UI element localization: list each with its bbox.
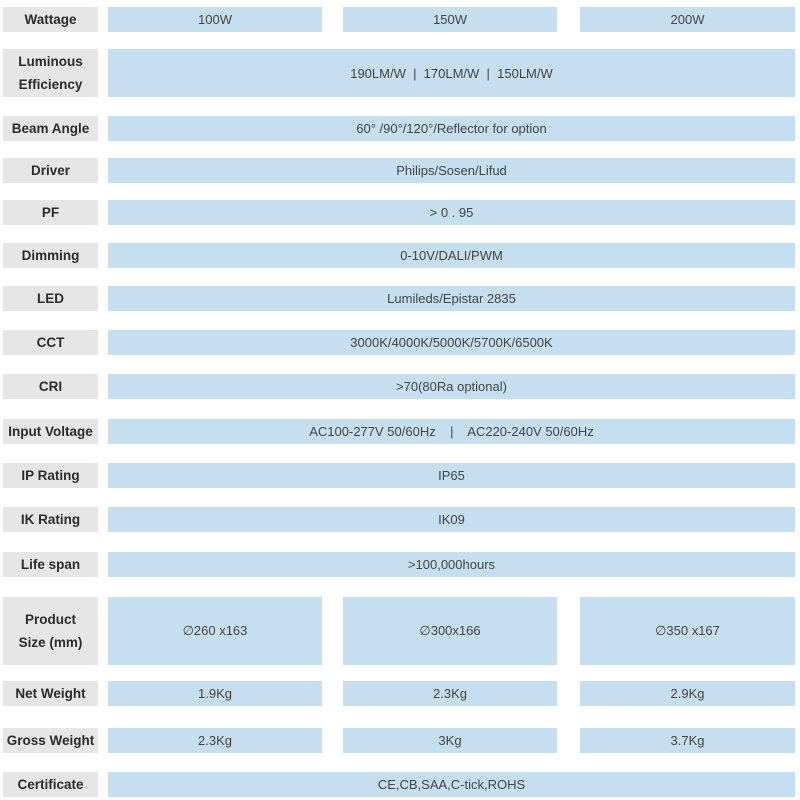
- product-size-value-3: ∅350 x167: [580, 597, 795, 665]
- row-led: [0, 286, 800, 311]
- gross-weight-value-2: 3Kg: [343, 728, 557, 753]
- label-life-span: Life span: [3, 552, 98, 577]
- row-cct: [0, 330, 800, 355]
- product-size-value-1: ∅260 x163: [108, 597, 322, 665]
- driver-value: Philips/Sosen/Lifud: [108, 158, 795, 183]
- dimming-value: 0-10V/DALI/PWM: [108, 243, 795, 268]
- label-cct: CCT: [3, 330, 98, 355]
- label-driver: Driver: [3, 158, 98, 183]
- row-life-span: [0, 552, 800, 577]
- row-input-voltage: [0, 419, 800, 444]
- row-beam-angle: [0, 116, 800, 141]
- row-net-weight: [0, 681, 800, 706]
- net-weight-value-1: 1.9Kg: [108, 681, 322, 706]
- row-pf: [0, 200, 800, 225]
- row-cri: [0, 374, 800, 399]
- label-input-voltage: Input Voltage: [3, 419, 98, 444]
- wattage-value-2: 150W: [343, 7, 557, 32]
- label-net-weight: Net Weight: [3, 681, 98, 706]
- label-certificate: Certificate: [3, 772, 98, 797]
- label-gross-weight: Gross Weight: [3, 728, 98, 753]
- led-value: Lumileds/Epistar 2835: [108, 286, 795, 311]
- wattage-value-3: 200W: [580, 7, 795, 32]
- label-pf: PF: [3, 200, 98, 225]
- row-product-size: [0, 597, 800, 665]
- label-ip-rating: IP Rating: [3, 463, 98, 488]
- beam-angle-value: 60° /90°/120°/Reflector for option: [108, 116, 795, 141]
- label-wattage: Wattage: [3, 7, 98, 32]
- label-cri: CRI: [3, 374, 98, 399]
- input-voltage-value: AC100-277V 50/60Hz | AC220-240V 50/60Hz: [108, 419, 795, 444]
- cri-value: >70(80Ra optional): [108, 374, 795, 399]
- gross-weight-value-3: 3.7Kg: [580, 728, 795, 753]
- cct-value: 3000K/4000K/5000K/5700K/6500K: [108, 330, 795, 355]
- row-ik-rating: [0, 507, 800, 532]
- luminous-efficiency-value: 190LM/W | 170LM/W | 150LM/W: [108, 49, 795, 97]
- life-span-value: >100,000hours: [108, 552, 795, 577]
- row-wattage: [0, 7, 800, 32]
- label-beam-angle: Beam Angle: [3, 116, 98, 141]
- net-weight-value-3: 2.9Kg: [580, 681, 795, 706]
- row-dimming: [0, 243, 800, 268]
- row-certificate: [0, 772, 800, 797]
- gross-weight-value-1: 2.3Kg: [108, 728, 322, 753]
- label-product-size: Product Size (mm): [3, 597, 98, 665]
- label-ik-rating: IK Rating: [3, 507, 98, 532]
- label-led: LED: [3, 286, 98, 311]
- ik-rating-value: IK09: [108, 507, 795, 532]
- row-ip-rating: [0, 463, 800, 488]
- certificate-value: CE,CB,SAA,C-tick,ROHS: [108, 772, 795, 797]
- product-size-value-2: ∅300x166: [343, 597, 557, 665]
- row-luminous-efficiency: [0, 49, 800, 97]
- net-weight-value-2: 2.3Kg: [343, 681, 557, 706]
- row-gross-weight: [0, 728, 800, 753]
- pf-value: > 0 . 95: [108, 200, 795, 225]
- label-luminous-efficiency: Luminous Efficiency: [3, 49, 98, 97]
- row-driver: [0, 158, 800, 183]
- ip-rating-value: IP65: [108, 463, 795, 488]
- wattage-value-1: 100W: [108, 7, 322, 32]
- label-dimming: Dimming: [3, 243, 98, 268]
